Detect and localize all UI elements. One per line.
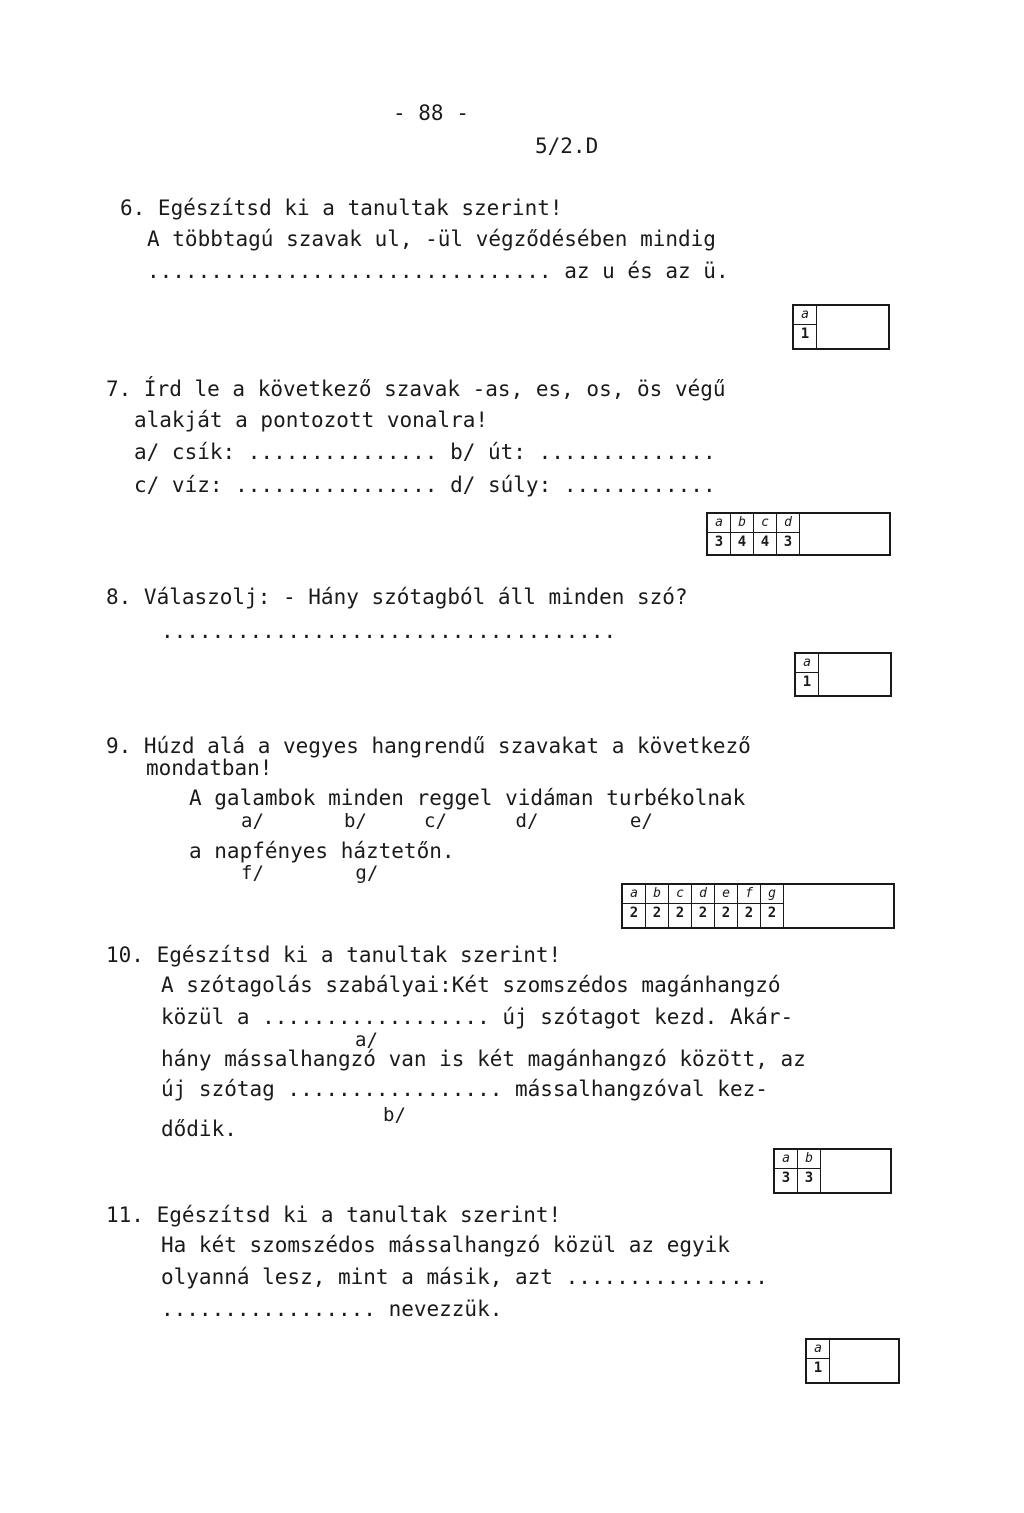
q9-score-key: e: [715, 885, 737, 904]
q9-title: 9. Húzd alá a vegyes hangrendű szavakat a következő: [106, 734, 751, 758]
q9-labels-2: f/ g/: [241, 862, 379, 884]
q9-score-value: 2: [675, 905, 685, 921]
q8-score-value: 1: [802, 674, 812, 690]
q11-line-2: olyanná lesz, mint a másik, azt ................: [161, 1265, 768, 1289]
q6-score-value: 1: [800, 326, 810, 342]
q7-score-key: a: [708, 514, 730, 533]
q9-labels-1: a/ b/ c/ d/ e/: [241, 810, 653, 832]
q9-score-cell: [692, 885, 715, 927]
q10-score-key: b: [798, 1150, 820, 1169]
q9-score-cell: [715, 885, 738, 927]
q9-score-cell: [646, 885, 669, 927]
q7-score-value: 4: [737, 534, 747, 550]
q7-score-value: 3: [783, 534, 793, 550]
q6-line-2: ................................ az u és az ü.: [147, 259, 729, 283]
q7-score-key: c: [754, 514, 776, 533]
q9-score-value: 2: [767, 905, 777, 921]
q9-score-cell: [669, 885, 692, 927]
q6-score-box: [792, 304, 890, 350]
q6-score-key: a: [794, 306, 816, 325]
q10-line-4: új szótag ................. mássalhangzóval kez-: [161, 1077, 768, 1101]
q9-sentence-1: A galambok minden reggel vidáman turbékolnak: [189, 786, 746, 810]
q7-line-1: alakját a pontozott vonalra!: [134, 408, 489, 432]
q7-score-cell: [777, 514, 800, 554]
q7-score-cell: [731, 514, 754, 554]
q6-line-1: A többtagú szavak ul, -ül végződésében mindig: [147, 227, 716, 251]
q7-score-box: [706, 512, 891, 556]
q10-score-value: 3: [804, 1170, 814, 1186]
q8-score-cell: [796, 654, 819, 695]
q10-score-cell: [798, 1150, 821, 1192]
q7-line-3: c/ víz: ................ d/ súly: ............: [134, 473, 716, 497]
q11-line-3: ................. nevezzük.: [161, 1297, 503, 1321]
q10-score-key: a: [775, 1150, 797, 1169]
q11-score-cell: [807, 1340, 830, 1382]
q9-score-cell: [761, 885, 784, 927]
q7-score-cell: [708, 514, 731, 554]
q7-score-key: d: [777, 514, 799, 533]
page-number: - 88 -: [393, 101, 469, 125]
q10-score-value: 3: [781, 1170, 791, 1186]
q9-score-value: 2: [698, 905, 708, 921]
q9-score-cell: [623, 885, 646, 927]
q10-title: 10. Egészítsd ki a tanultak szerint!: [106, 943, 562, 967]
q11-score-value: 1: [813, 1360, 823, 1376]
q11-line-1: Ha két szomszédos mássalhangzó közül az egyik: [161, 1233, 730, 1257]
q9-score-key: b: [646, 885, 668, 904]
q7-score-value: 4: [760, 534, 770, 550]
q11-title: 11. Egészítsd ki a tanultak szerint!: [106, 1203, 562, 1227]
q8-line-1: ....................................: [161, 619, 617, 643]
q9-score-value: 2: [744, 905, 754, 921]
q9-score-key: c: [669, 885, 691, 904]
q7-score-value: 3: [714, 534, 724, 550]
q9-score-value: 2: [721, 905, 731, 921]
q11-score-key: a: [807, 1340, 829, 1359]
q9-score-value: 2: [652, 905, 662, 921]
q9-score-key: g: [761, 885, 783, 904]
q7-title: 7. Írd le a következő szavak -as, es, os, ös végű: [106, 377, 726, 401]
q6-score-cell: [794, 306, 817, 348]
q10-label-b: b/: [383, 1104, 406, 1126]
q9-score-box: [621, 883, 895, 929]
q10-line-2: közül a .................. új szótagot kezd. Akár-: [161, 1005, 794, 1029]
document-code: 5/2.D: [535, 134, 599, 158]
q9-score-key: f: [738, 885, 760, 904]
q9-line-1: mondatban!: [146, 756, 273, 780]
q9-sentence-2: a napfényes háztetőn.: [189, 839, 455, 863]
q9-score-cell: [738, 885, 761, 927]
q10-line-1: A szótagolás szabályai:Két szomszédos magánhangzó: [161, 973, 781, 997]
q8-score-box: [794, 652, 892, 697]
q7-line-2: a/ csík: ............... b/ út: ..............: [134, 440, 716, 464]
q7-score-key: b: [731, 514, 753, 533]
q11-score-box: [805, 1338, 900, 1384]
q10-score-box: [773, 1148, 892, 1194]
q9-score-value: 2: [629, 905, 639, 921]
q6-title: 6. Egészítsd ki a tanultak szerint!: [120, 196, 563, 220]
q10-line-5: dődik.: [161, 1117, 237, 1141]
q9-score-key: a: [623, 885, 645, 904]
q10-score-cell: [775, 1150, 798, 1192]
q10-label-a: a/: [355, 1029, 378, 1051]
q7-score-cell: [754, 514, 777, 554]
q9-score-key: d: [692, 885, 714, 904]
q10-line-3: hány mássalhangzó van is két magánhangzó között, az: [161, 1047, 806, 1071]
q8-title: 8. Válaszolj: - Hány szótagból áll minden szó?: [106, 585, 688, 609]
q8-score-key: a: [796, 654, 818, 673]
